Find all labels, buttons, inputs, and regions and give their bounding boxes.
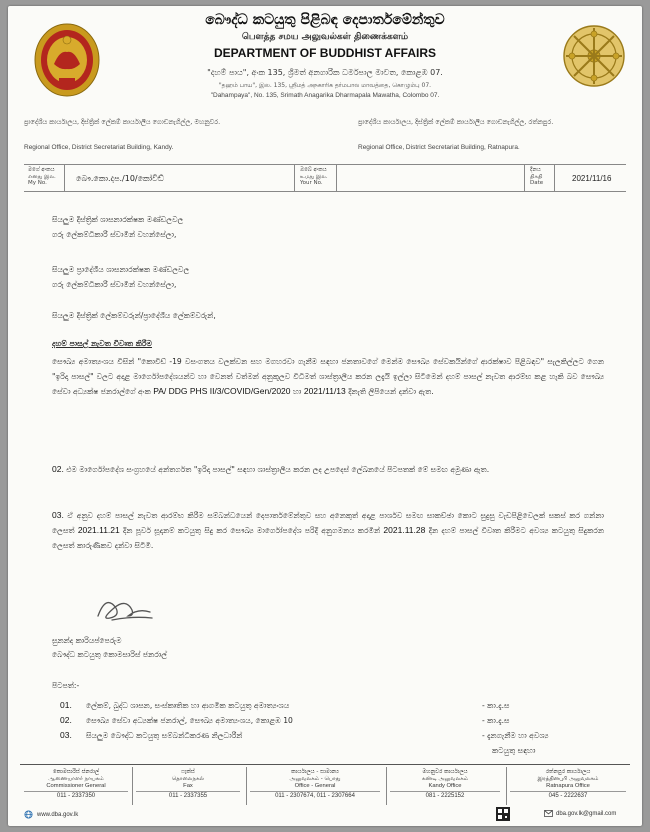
letter-page xyxy=(8,6,642,826)
dept-title-tamil: பௌத்த சமய அலுவல்கள் திணைக்களம் xyxy=(241,32,409,42)
addressee-2: සියලුම ප්‍රාදේශීය ශාසනාරක්ෂක මණ්ඩලවල ගරු ලේකම්ධිකාරී ස්වාමීන් වහන්සේලා, xyxy=(52,265,190,289)
footer-office-general: කාර්යාලය - සාමාන්‍ය அலுவலகம் - பொது Office - General 011 - 2307674, 011 - 2307664 xyxy=(250,769,380,800)
signatory-name: සුනන්ද කාරියප්පෙරුම xyxy=(52,636,122,645)
date-label: දිනය திகதி Date xyxy=(530,167,544,186)
copies-list xyxy=(52,698,612,758)
dept-title-english: DEPARTMENT OF BUDDHIST AFFAIRS xyxy=(214,46,436,60)
footer-ratnapura-office: රත්නපුර කාර්යාලය இரத்தினபுரி அலுவலகம் Ratnapura Office 045 - 2222637 xyxy=(510,769,626,800)
copy-row: කටයුතු සඳහා xyxy=(492,746,536,755)
office-left-sinhala: ප්‍රාදේශීය කාර්යාලය, දිස්ත්‍රික් ලේකම් කාර්යාලීය ගොඩනැගිල්ල, මහනුවර. xyxy=(24,118,221,126)
signatory-title: බෞද්ධ කටයුතු කොමසාරිස් ජනරාල් xyxy=(52,650,168,659)
your-no-label: ඔබේ අංකය உமது இல. Your No. xyxy=(300,167,328,186)
website-line xyxy=(24,810,78,819)
footer-commissioner: කොමසාරිස් ජනරාල් ஆணையாளர் நாயகம் Commissioner General 011 - 2337350 xyxy=(24,769,128,800)
address-sinhala: "දහම් පාය", අංක 135, ශ්‍රීමත් අනගාරික ධර්මපාල මාවත, කොළඹ 07. xyxy=(207,68,443,77)
copy-row: 02. සෞඛ්‍ය සේවා අධ්‍යක්ෂ ජනරාල්, සෞඛ්‍ය අමාත්‍යංශය, කොළඹ 10 - කා.දැ.ස xyxy=(60,715,510,725)
office-left-english: Regional Office, District Secretariat Building, Kandy. xyxy=(24,144,174,151)
prep-date: 2021.11.21 xyxy=(77,525,120,535)
my-no-value: බෞ.කො.දප./10/කෝවිඩ් xyxy=(76,174,164,183)
handwritten-signature xyxy=(92,592,162,628)
reference-number: PA/ DDG PHS II/3/COVID/Gen/2020 xyxy=(153,386,291,396)
addressee-1: සියලුම දිස්ත්‍රික් ශාසනාරක්ෂක මණ්ඩලවල ගරු ලේකම්ධිකාරී ස්වාමීන් වහන්සේලා, xyxy=(52,215,184,239)
envelope-icon xyxy=(544,810,553,817)
address-tamil: "தஹம் பாய", இல. 135, ஸ்ரீமத் அநகாரிக தர்மபால மாவத்தை, கொழும்பு 07. xyxy=(218,82,432,89)
letter-footer xyxy=(20,764,630,807)
office-right-sinhala: ප්‍රාදේශීය කාර්යාලය, දිස්ත්‍රික් ලේකම් කාර්යාලීය ගොඩනැගිල්ල, රත්නපුර. xyxy=(358,118,554,126)
email-line xyxy=(544,810,616,817)
office-left xyxy=(24,118,304,152)
paragraph-2: 02. එම මාර්ගෝපදේශ සංග්‍රහයේ අන්තර්ගත "ඉරිදා පාසල්" සඳහා ශාස්ත්‍රාලීය කරන ලද උපදෙස් ලේඛනයේ පිටපතක් මේ සමඟ අමුණා ඇත. xyxy=(52,464,490,474)
paragraph-1: සෞඛ්‍ය අමාත්‍යංශය විසින් "කොවිඩ් -19 වසංගතය වලක්වන සහ මගහරවා ගැනීම සඳහා ජනතාවගේ මෙන්ම සෞඛ්‍ය සේවකයින්ගේ ආරක්ෂාව පිළිබඳව" සැලකිල්ලට ගෙන "ඉරිදා පාසල්" වලට අදාළ මාර්ගෝපදේශයන්ට හා වෙනත් වත්මන් අනුකූලව විධිමත් ශාස්ත්‍රාලීය කරන ලදැයි ඉල්ලා සිටීමෙන් දහම් පාසල් නැවත ආරම්භ කළ හැකි බව සෞඛ්‍ය සේවා අධ්‍යක්ෂ ජනරාල්ගේ අංක PA/ DDG PHS II/3/COVID/Gen/2020 හා 2021/11/13 දිනැති ලිපියෙන් දන්වා ඇත. xyxy=(52,357,604,396)
address-english: "Dahampaya", No. 135, Srimath Anagarika Dharmapala Mawatha, Colombo 07. xyxy=(210,92,440,99)
office-right xyxy=(358,118,628,152)
addressee-3: සියලුම දිස්ත්‍රික් ලේකම්වරුන්/ප්‍රාදේශීය ලේකම්වරුන්, xyxy=(52,311,216,320)
footer-kandy-office: මහනුවර කාර්යාලය கண்டி அலுவலகம் Kandy Office 081 - 2225152 xyxy=(390,769,500,800)
copies-label: පිටපත්:- xyxy=(52,681,80,690)
website-url: www.dba.gov.lk xyxy=(37,811,79,818)
my-no-label: මගේ අංකය எனது இல. My No. xyxy=(28,167,56,186)
copy-row: 01. ලේකම්, බුද්ධ ශාසන, සංස්කෘතික හා ආගමික කටයුතු අමාත්‍යංශය - කා.දැ.ස xyxy=(60,700,510,710)
globe-icon xyxy=(24,810,33,819)
copy-row: 03. සියලුම බෞද්ධ කටයුතු සම්බන්ධීකරණ නිලධාරීන් - දැනගැනීම හා අවශ්‍ය xyxy=(60,730,549,740)
email-address: dba.gov.lk@gmail.com xyxy=(556,810,617,817)
office-right-english: Regional Office, District Secretariat Building, Ratnapura. xyxy=(358,144,520,151)
reference-date: 2021/11/13 xyxy=(303,386,346,396)
date-value: 2021/11/16 xyxy=(572,174,612,183)
qr-code-icon xyxy=(496,807,510,821)
signature-block xyxy=(52,634,167,662)
footer-fax: ෆැක්ස් தொலைநகல் Fax 011 - 2337355 xyxy=(136,769,240,800)
dept-title-sinhala: බෞද්ධ කටයුතු පිළිබඳ දෙපාර්තමේන්තුව xyxy=(205,12,445,28)
paragraph-3: 03. ඒ අනුව දහම් පාසල් නැවත ආරම්භ කිරීම සම්බන්ධයෙන් දෙපාර්තමේන්තුව සහ අනෙකුත් අදාළ පාර්ශව සමඟ සාකච්ඡා කොට සුදුසු වැඩපිළිවෙලක් සකස් කර ගන්නා ලෙසත් 2021.11.21 දින පූර්ව සූදානම් කටයුතු සිදු කර සෞඛ්‍ය මාර්ගෝපදේශ පරිදි අනුගමනය කරමින් 2021.11.28 දින දහම් පාසල් විවෘත කිරීමට අවශ්‍ය කටයුතු සිදුකරන ලෙසත් කාරුණිකව දන්වා සිටිමි. xyxy=(52,510,604,550)
subject-heading: දහම් පාසල් නැවත විවෘත කිරීම xyxy=(52,339,152,348)
reference-bar xyxy=(24,164,626,192)
opening-date: 2021.11.28 xyxy=(383,525,426,535)
